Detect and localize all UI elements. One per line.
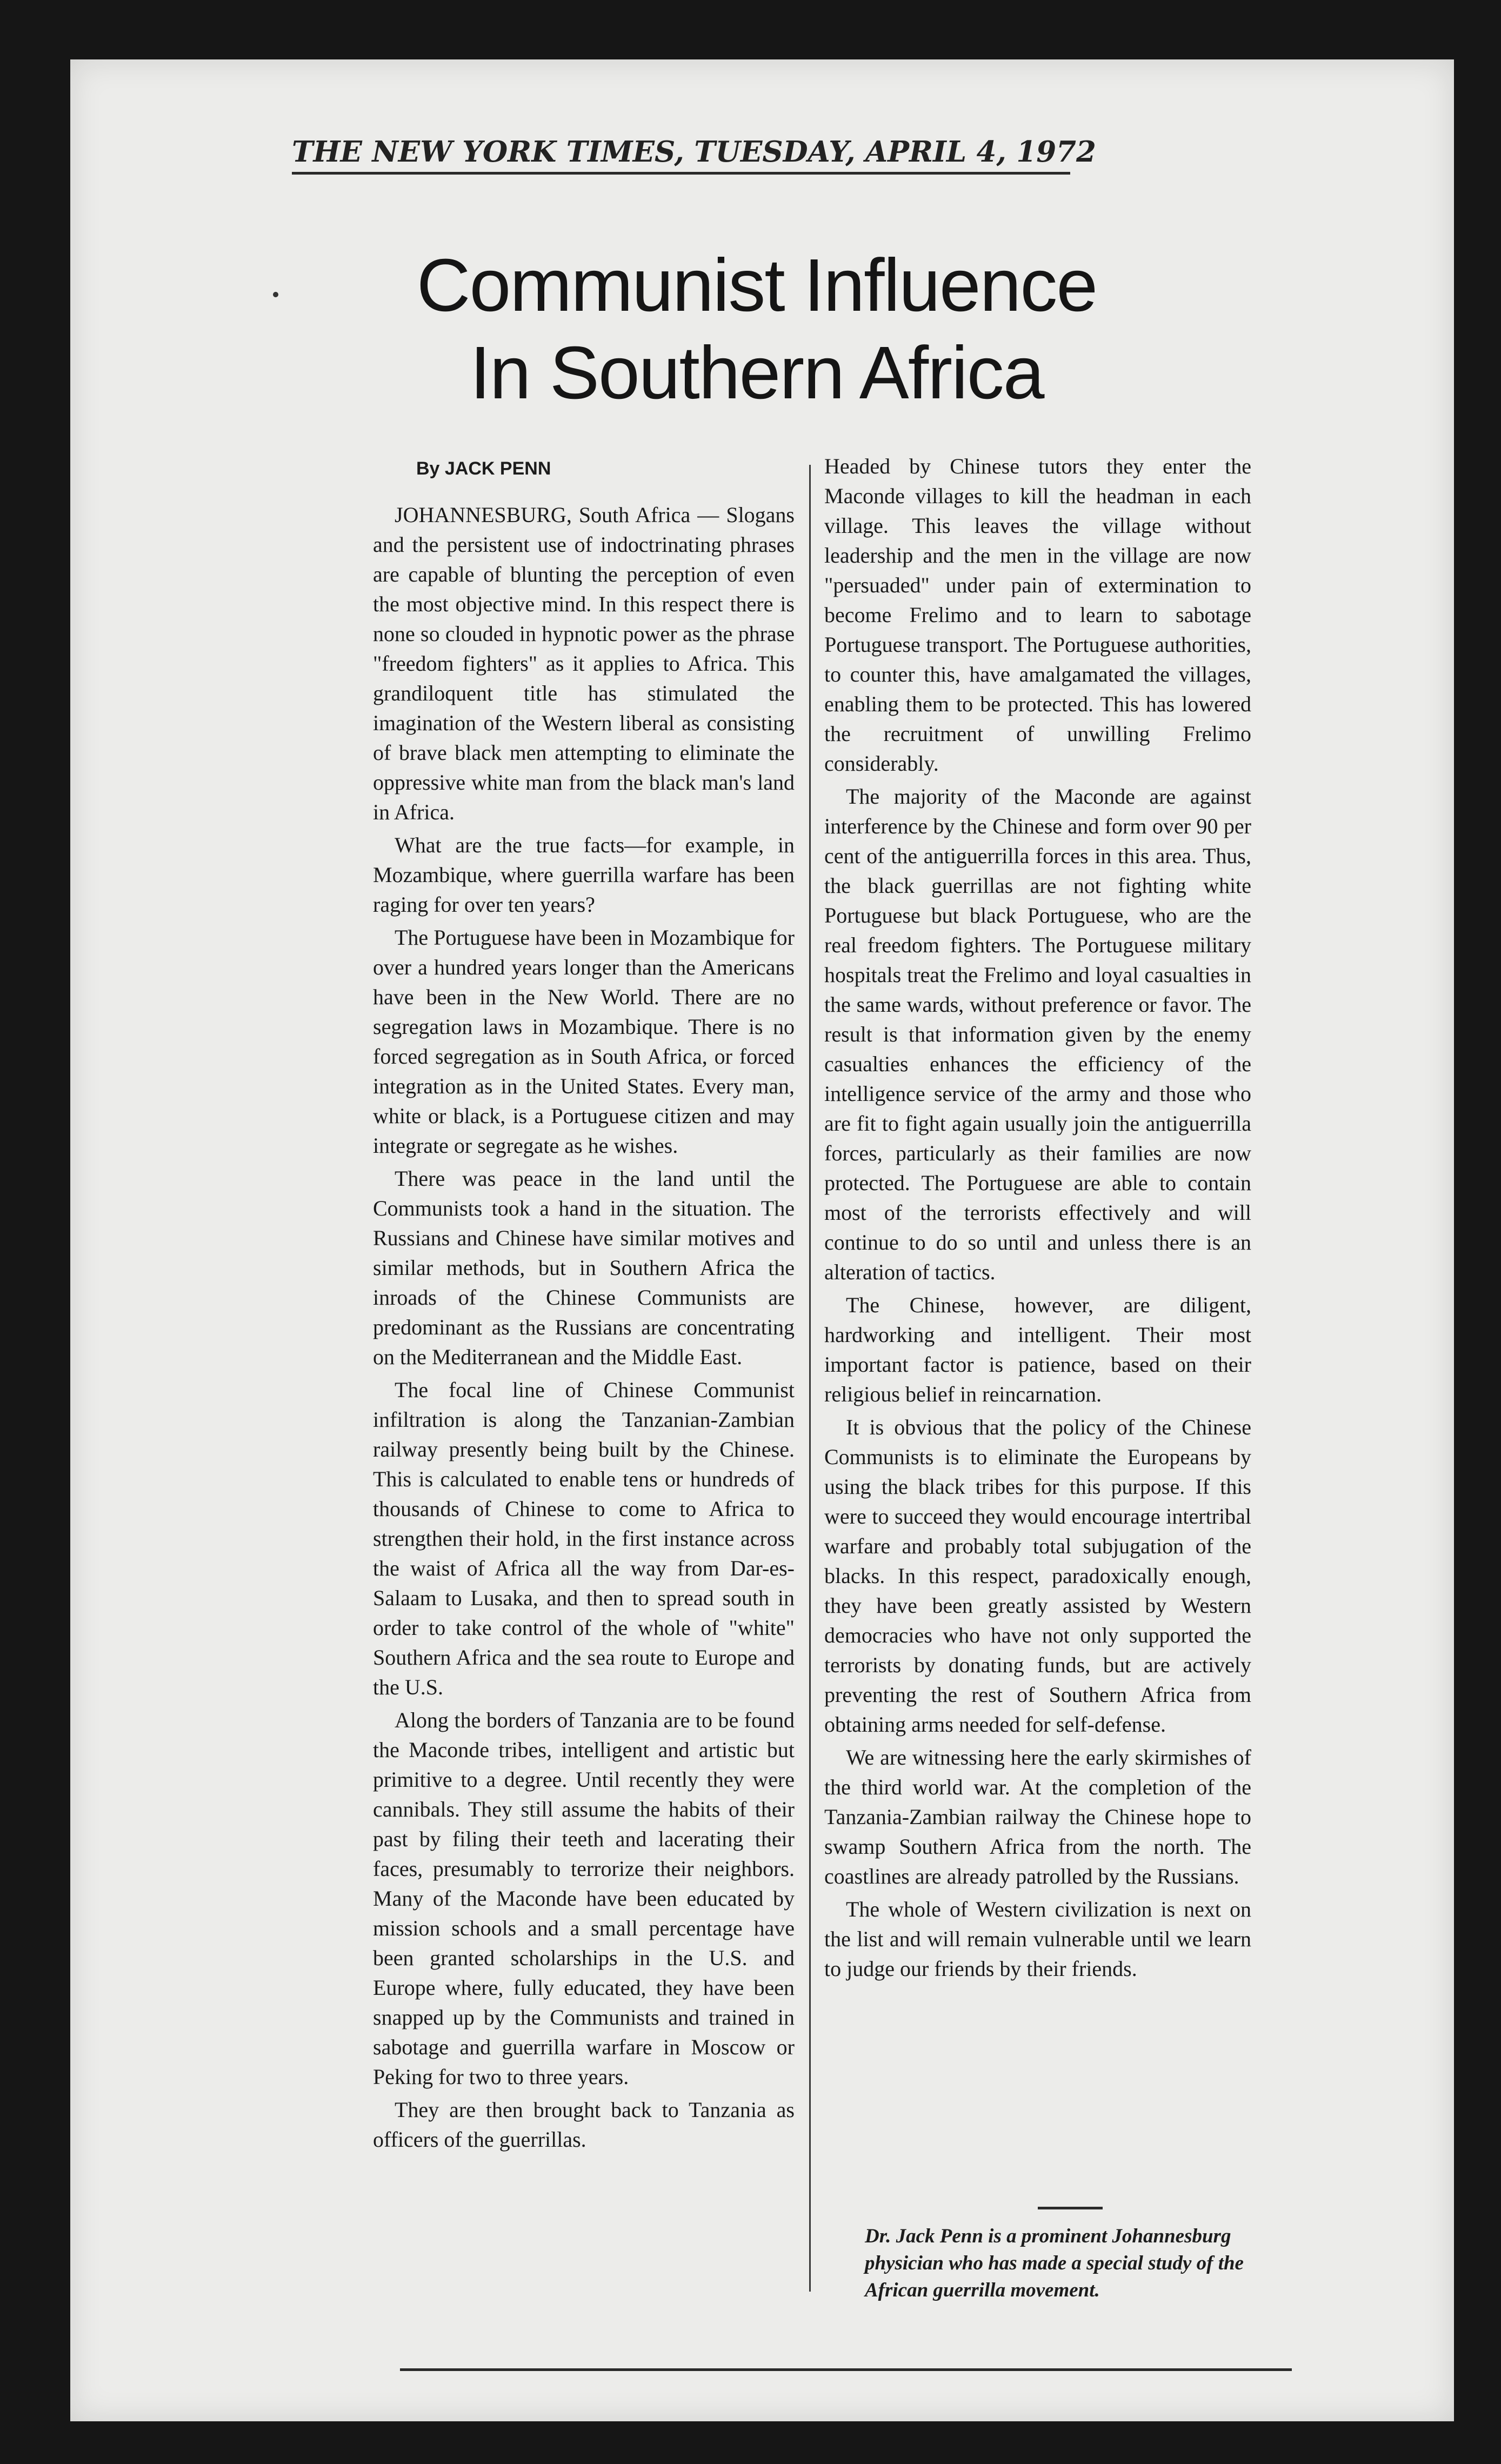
column-divider xyxy=(809,465,811,2292)
headline xyxy=(292,242,1222,417)
dateline: THE NEW YORK TIMES, TUESDAY, APRIL 4, 1972 xyxy=(292,138,1070,175)
paragraph: They are then brought back to Tanzania as officers of the guerrillas. xyxy=(373,2098,795,2152)
paragraph: Headed by Chinese tutors they enter the Maconde villages to kill the headman in each village. This leaves the village without leadership and the men in the village are now "persuaded" under pain of extermination to become Frelimo and to learn to sabotage Portuguese transport. The Portuguese authorities, to counter this, have amalgamated the villages, enabling them to be protected. This has lowered the recruitment of unwilling Frelimo considerably. xyxy=(824,454,1251,776)
paragraph: The Chinese, however, are diligent, hardworking and intelligent. Their most important factor is patience, based on their religious belief in reincarnation. xyxy=(824,1293,1251,1406)
paragraph: We are witnessing here the early skirmishes of the third world war. At the completion of the Tanzania-Zambian railway the Chinese hope to swamp Southern Africa from the north. The coastlines are already patrolled by the Russians. xyxy=(824,1745,1251,1888)
paragraph: What are the true facts—for example, in Mozambique, where guerrilla warfare has been raging for over ten years? xyxy=(373,833,795,917)
byline: By JACK PENN xyxy=(416,458,551,479)
paragraph: There was peace in the land until the Communists took a hand in the situation. The Russians and Chinese have similar motives and similar methods, but in Southern Africa the inroads of the Chinese Communists are predominant as the Russians are concentrating on the Mediterranean and the Middle East. xyxy=(373,1166,795,1369)
paragraph: The Portuguese have been in Mozambique for over a hundred years longer than the Americans have been in the New World. There are no segregation laws in Mozambique. There is no forced segregation as in South Africa, or forced integration as in the United States. Every man, white or black, is a Portuguese citizen and may integrate or segregate as he wishes. xyxy=(373,925,795,1158)
paragraph: JOHANNESBURG, South Africa — Slogans and the persistent use of indoctrinating phrases are capable of blunting the perception of even the most objective mind. In this respect there is none so clouded in hypnotic power as the phrase "freedom fighters" as it applies to Africa. This grandiloquent title has stimulated the imagination of the Western liberal as consisting of brave black men attempting to eliminate the oppressive white man from the black man's land in Africa. xyxy=(373,503,795,824)
paragraph: The focal line of Chinese Communist infiltration is along the Tanzanian-Zambian railway presently being built by the Chinese. This is calculated to enable tens or hundreds of thousands of Chinese to come to Africa to strengthen their hold, in the first instance across the waist of Africa all the way from Dar-es-Salaam to Lusaka, and then to spread south in order to take control of the whole of "white" Southern Africa and the sea route to Europe and the U.S. xyxy=(373,1378,795,1699)
article-column-1 xyxy=(373,500,795,2158)
paragraph: It is obvious that the policy of the Chinese Communists is to eliminate the Europeans by using the black tribes for this purpose. If this were to succeed they would encourage intertribal warfare and probably total subjugation of the blacks. In this respect, paradoxically enough, they have been greatly assisted by Western democracies who have not only supported the terrorists by donating funds, but are actively preventing the rest of Southern Africa from obtaining arms needed for self-defense. xyxy=(824,1415,1251,1737)
headline-line-1: Communist Influence xyxy=(416,244,1097,328)
paragraph: The whole of Western civilization is next on the list and will remain vulnerable until we learn to judge our friends by their friends. xyxy=(824,1897,1251,1981)
paragraph: Along the borders of Tanzania are to be found the Maconde tribes, intelligent and artistic but primitive to a degree. Until recently they were cannibals. They still assume the habits of their past by filing their teeth and lacerating their faces, presumably to terrorize their neighbors. Many of the Maconde have been educated by mission schools and a small percentage have been granted scholarships in the U.S. and Europe where, fully educated, they have been snapped up by the Communists and trained in sabotage and guerrilla warfare in Moscow or Peking for two to three years. xyxy=(373,1708,795,2089)
author-note-divider xyxy=(1038,2207,1103,2209)
author-note: Dr. Jack Penn is a prominent Johannesburg physician who has made a special study of the African guerrilla movement. xyxy=(865,2225,1244,2301)
article-column-2 xyxy=(824,451,1251,1987)
paragraph: The majority of the Maconde are against interference by the Chinese and form over 90 per cent of the antiguerrilla forces in this area. Thus, the black guerrillas are not fighting white Portuguese but black Portuguese, who are the real freedom fighters. The Portuguese military hospitals treat the Frelimo and loyal casualties in the same wards, without preference or favor. The result is that information given by the enemy casualties enhances the efficiency of the intelligence service of the army and those who are fit to fight again usually join the antiguerrilla forces, particularly as their families are now protected. The Portuguese are able to contain most of the terrorists effectively and will continue to do so until and unless there is an alteration of tactics. xyxy=(824,784,1251,1284)
bottom-rule xyxy=(400,2368,1292,2371)
headline-line-2: In Southern Africa xyxy=(470,331,1044,415)
dust-speck xyxy=(273,292,278,297)
